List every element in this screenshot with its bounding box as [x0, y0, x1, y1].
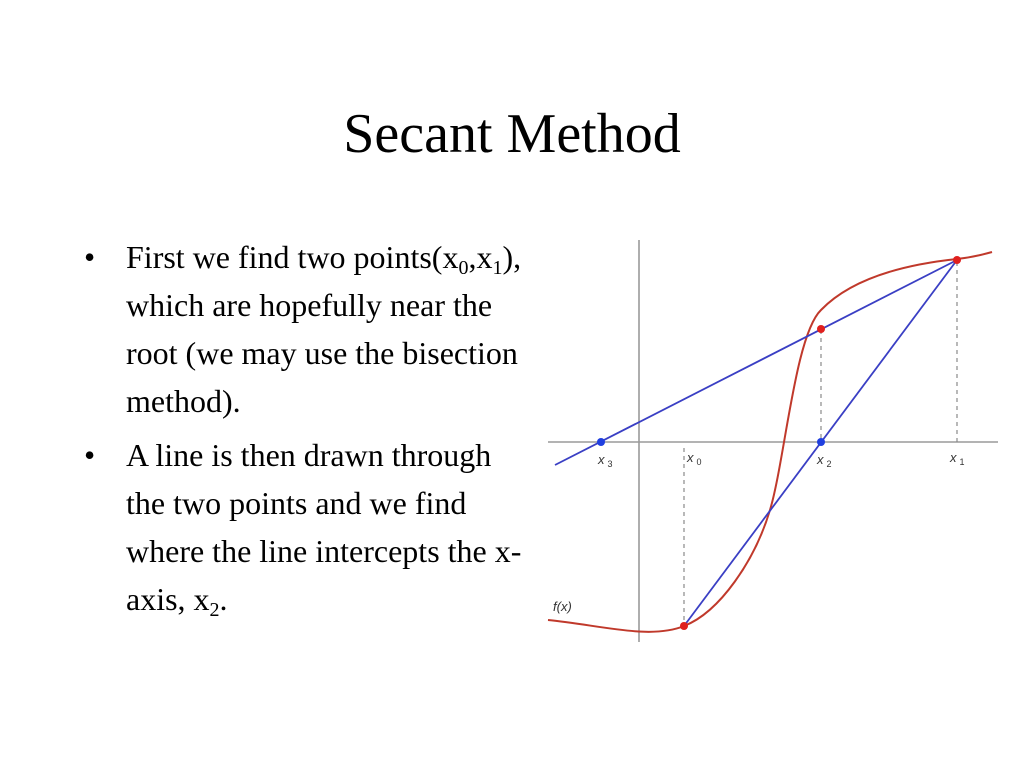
bullet-marker: •: [84, 437, 96, 473]
curve-point-x2: [817, 325, 825, 333]
bullet-item-first-points: • First we find two $points(x_0,x_1)$, which are hopefully near the root (we may use the bisection method).: [84, 233, 534, 425]
root-point-x3: [597, 438, 605, 446]
label-x2: x 2: [817, 452, 832, 469]
label-x1: x 1: [950, 450, 965, 467]
slide-title: Secant Method: [343, 103, 681, 165]
bullet-list: [84, 233, 534, 629]
function-label: f(x): [553, 599, 572, 614]
curve-point-x1: [953, 256, 961, 264]
curve-point-x0: [680, 622, 688, 630]
secant-method-diagram: [540, 230, 1010, 650]
secant-line-x3-x1: [555, 260, 957, 465]
label-x0: x 0: [687, 450, 702, 467]
label-x3: x 3: [598, 452, 613, 469]
root-point-x2: [817, 438, 825, 446]
bullet-item-secant-line: • A line is then drawn through the two points and we find where the line intercepts the x-axis, $x_2$.: [84, 431, 534, 623]
bullet-marker: •: [84, 239, 96, 275]
